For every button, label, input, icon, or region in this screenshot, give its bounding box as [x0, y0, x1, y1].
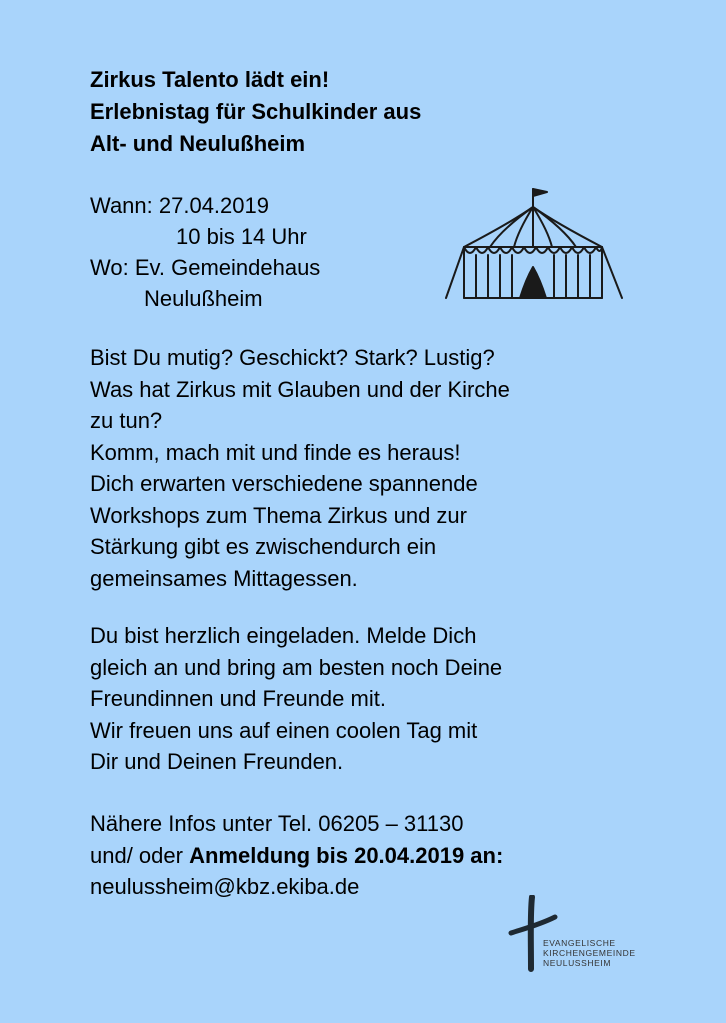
logo-text: [543, 938, 636, 968]
flyer-title: [90, 64, 421, 160]
logo-line-1: EVANGELISCHE: [543, 938, 616, 948]
intro-line: zu tun?: [90, 408, 163, 433]
intro-paragraph: [90, 342, 510, 594]
intro-line: Dich erwarten verschiedene spannende: [90, 471, 478, 496]
intro-line: Bist Du mutig? Geschickt? Stark? Lustig?: [90, 345, 495, 370]
registration-deadline: Anmeldung bis 20.04.2019 an:: [189, 842, 504, 868]
intro-line: Workshops zum Thema Zirkus und zur: [90, 502, 467, 528]
registration-prefix: und/ oder: [90, 842, 190, 868]
title-line-3: Alt- und Neulußheim: [90, 131, 306, 156]
intro-line: Was hat Zirkus mit Glauben und der Kirche: [90, 376, 510, 402]
intro-line: Komm, mach mit und finde es heraus!: [90, 439, 461, 465]
invitation-line: Du bist herzlich eingeladen. Melde Dich: [90, 623, 477, 648]
intro-line: gemeinsames Mittagessen.: [90, 565, 358, 591]
registration-line: [90, 840, 503, 872]
contact-section: [90, 808, 503, 903]
circus-tent-icon: [440, 183, 630, 305]
invitation-line: gleich an und bring am besten noch Deine: [90, 654, 503, 680]
contact-phone: Nähere Infos unter Tel. 06205 – 31130: [90, 811, 464, 836]
logo-line-2: KIRCHENGEMEINDE: [543, 948, 636, 958]
invitation-line: Wir freuen uns auf einen coolen Tag mit: [90, 717, 478, 743]
invitation-line: Dir und Deinen Freunden.: [90, 749, 344, 774]
event-town: Neulußheim: [144, 286, 263, 311]
church-logo: [505, 895, 645, 975]
logo-line-3: NEULUSSHEIM: [543, 958, 612, 968]
invitation-line: Freundinnen und Freunde mit.: [90, 686, 386, 711]
event-date: Wann: 27.04.2019: [90, 193, 269, 218]
event-details: [90, 190, 320, 314]
contact-email: neulussheim@kbz.ekiba.de: [90, 874, 360, 899]
event-location: Wo: Ev. Gemeindehaus: [90, 255, 321, 280]
title-line-2: Erlebnistag für Schulkinder aus: [90, 99, 422, 124]
intro-line: Stärkung gibt es zwischendurch ein: [90, 534, 437, 559]
invitation-paragraph: [90, 620, 502, 778]
event-time: 10 bis 14 Uhr: [176, 224, 307, 249]
title-line-1: Zirkus Talento lädt ein!: [90, 67, 330, 92]
